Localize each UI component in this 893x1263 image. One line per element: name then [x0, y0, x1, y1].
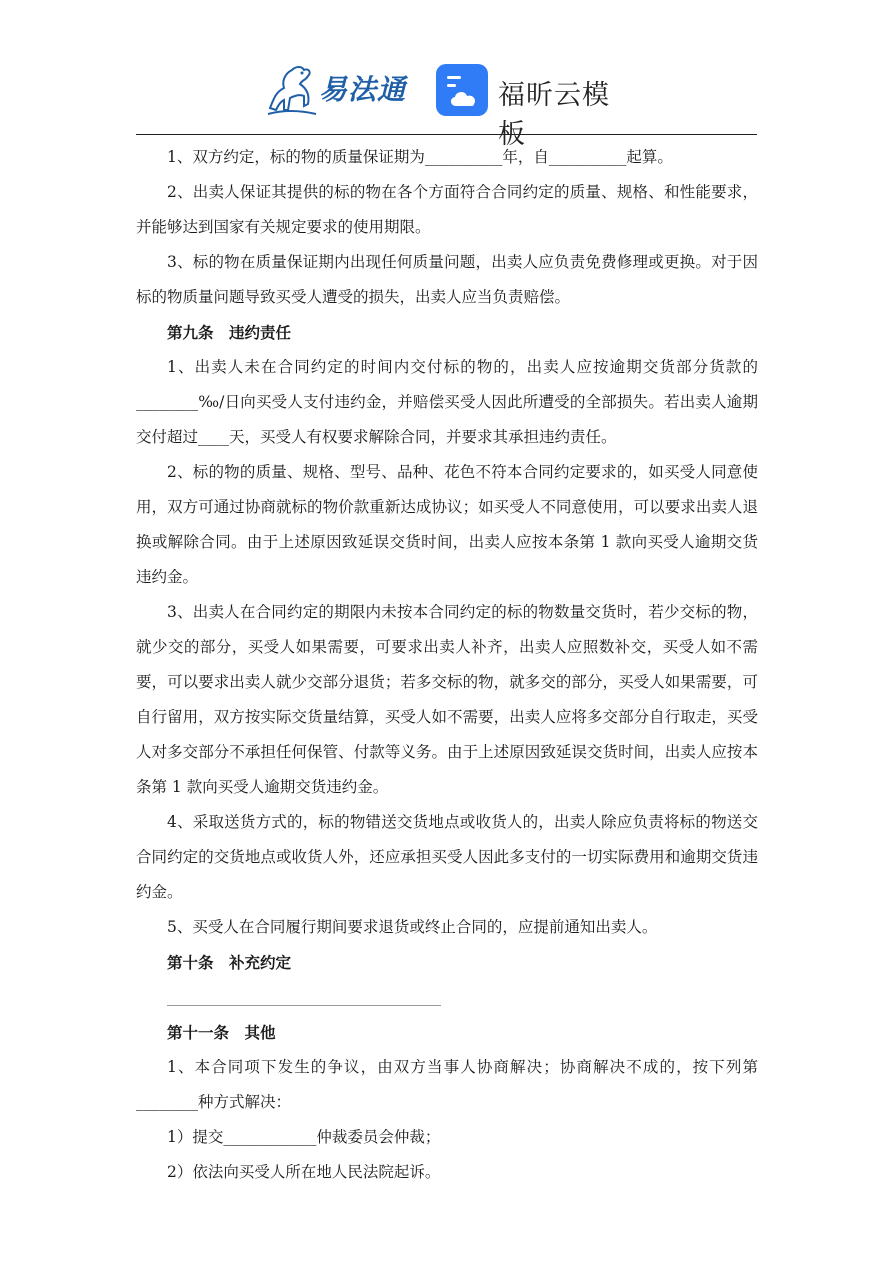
- section-heading: 第十条 补充约定: [167, 953, 292, 972]
- clause-paragraph: 1、双方约定，标的物的质量保证期为__________年，自__________起算。: [167, 148, 673, 166]
- clause-paragraph: 2、标的物的质量、规格、型号、品种、花色不符本合同约定要求的，如买受人同意使用，双方可通过协商就标的物价款重新达成协议；如买受人不同意使用，可以要求出卖人退换或解除合同。由于上述原因致延误交货时间，出卖人应按本条第 1 款向买受人逾期交货违约金。: [136, 463, 758, 586]
- fuxin-logo: [436, 64, 636, 150]
- clause-paragraph: 3、出卖人在合同约定的期限内未按本合同约定的标的物数量交货时，若少交标的物，就少交的部分，买受人如果需要，可要求出卖人补齐，出卖人应照数补交，买受人如不需要，可以要求出卖人就少交部分退货；若多交标的物，就多交的部分，买受人如果需要，可自行留用，双方按实际交货量结算，买受人如不需要，出卖人应将多交部分自行取走，买受人对多交部分不承担任何保管、付款等义务。由于上述原因致延误交货时间，出卖人应按本条第 1 款向买受人逾期交货违约金。: [136, 603, 758, 796]
- clause-paragraph: 3、标的物在质量保证期内出现任何质量问题，出卖人应负责免费修理或更换。对于因标的物质量问题导致买受人遭受的损失，出卖人应当负责赔偿。: [136, 253, 758, 306]
- clause-paragraph: 1、出卖人未在合同约定的时间内交付标的物的，出卖人应按逾期交货部分货款的________‰/日向买受人支付违约金，并赔偿买受人因此所遭受的全部损失。若出卖人逾期交付超过____天，买受人有权要求解除合同，并要求其承担违约责任。: [136, 358, 758, 446]
- clause-paragraph: 1）提交____________仲裁委员会仲裁；: [167, 1128, 441, 1146]
- clause-paragraph: 4、采取送货方式的，标的物错送交货地点或收货人的，出卖人除应负责将标的物送交合同约定的交货地点或收货人外，还应承担买受人因此多支付的一切实际费用和逾期交货违约金。: [136, 813, 758, 901]
- logo-right-text: 福昕云模板: [498, 80, 610, 150]
- header-divider: [136, 134, 757, 135]
- clause-paragraph: 2、出卖人保证其提供的标的物在各个方面符合合同约定的质量、规格、和性能要求，并能够达到国家有关规定要求的使用期限。: [136, 183, 758, 236]
- document-body: [136, 140, 758, 1190]
- horse-emblem-icon: [262, 58, 320, 118]
- cloud-doc-icon: [436, 64, 488, 116]
- clause-paragraph: 5、买受人在合同履行期间要求退货或终止合同的，应提前通知出卖人。: [167, 918, 658, 936]
- clause-paragraph: 2）依法向买受人所在地人民法院起诉。: [167, 1163, 441, 1181]
- logo-left-text: 易法通: [319, 73, 407, 106]
- clause-paragraph: 1、本合同项下发生的争议，由双方当事人协商解决；协商解决不成的，按下列第________种方式解决：: [136, 1058, 758, 1111]
- yifatong-logo: [262, 58, 422, 118]
- page-header: [0, 56, 893, 150]
- blank-fill-line: [136, 980, 758, 1015]
- section-heading: 第九条 违约责任: [167, 323, 292, 342]
- section-heading: 第十一条 其他: [167, 1023, 276, 1042]
